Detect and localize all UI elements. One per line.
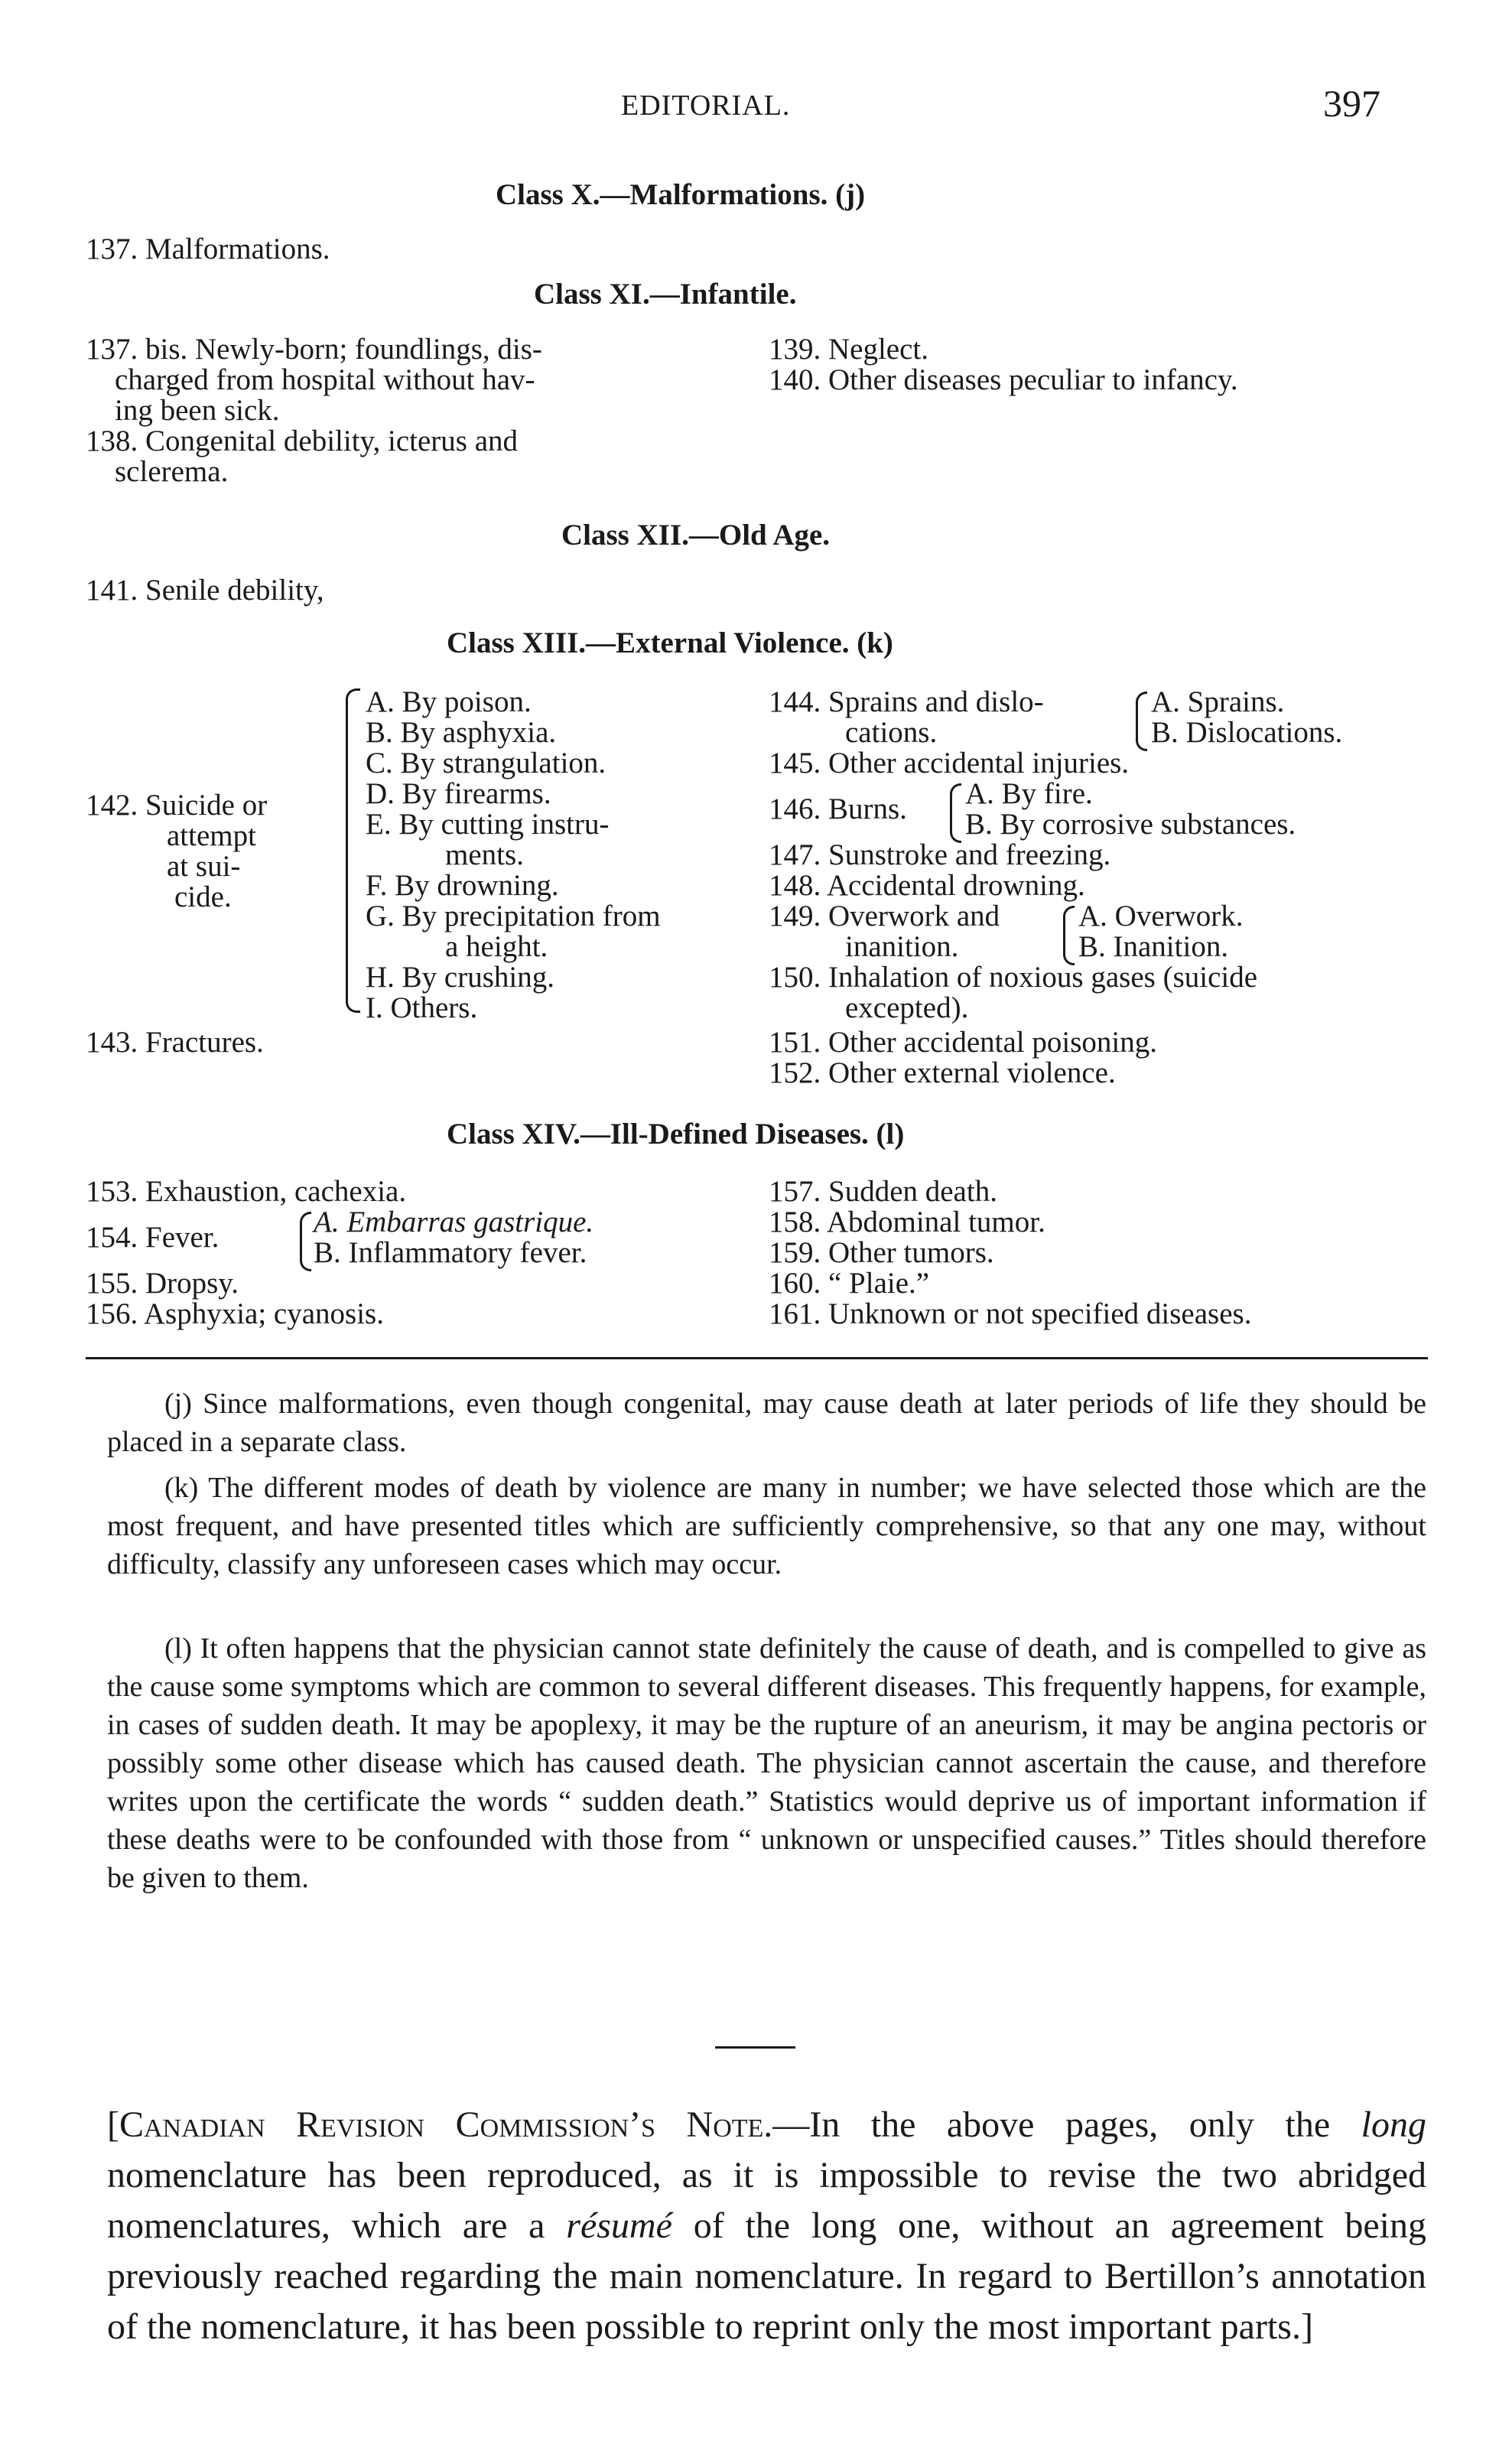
inhalation-item: excepted). <box>845 991 969 1024</box>
sprains-head: cations. <box>845 716 938 749</box>
burns-item: B. By corrosive substances. <box>965 808 1296 841</box>
class-xiv-item: 153. Exhaustion, cachexia. <box>86 1175 407 1208</box>
canadian-note-lead: [Canadian Revision Commission’s Note. <box>107 2104 773 2145</box>
class-xiv-item: 156. Asphyxia; cyanosis. <box>86 1297 384 1330</box>
canadian-note-body: of the long one, without an agreement being previously reached regarding the main nomenclature. In regard to Bertillon’s annotation of the nomenclature, it has been possible to reprint only the most important parts.] <box>107 2205 1426 2347</box>
class-x-heading <box>496 177 865 212</box>
fever-item: B. Inflammatory fever. <box>314 1236 587 1269</box>
suicide-label-line: 142. Suicide or <box>86 789 268 822</box>
suicide-item: H. By crushing. <box>366 961 554 994</box>
footnote-j-text: (j) Since malformations, even though congenital, may cause death at later periods of life they should be placed in a separate class. <box>107 1388 1426 1458</box>
canadian-note-body: nomenclature has been reproduced, as it is impossible to revise the two abridged nomenclatures, which are a <box>107 2155 1426 2246</box>
class-xiv-right-item: 160. “ Plaie.” <box>769 1267 930 1300</box>
footnote-rule <box>86 1357 1428 1359</box>
class-xiii-heading: Class XIII.—External Violence. (k) <box>447 627 893 659</box>
suicide-label-line: at sui- <box>167 850 241 883</box>
footnote-k <box>107 1469 1426 1583</box>
suicide-item: B. By asphyxia. <box>366 716 557 749</box>
fever-head: 154. Fever. <box>86 1221 219 1254</box>
injuries-item: 145. Other accidental injuries. <box>769 747 1130 779</box>
class-xiv-heading: Class XIV.—Ill-Defined Diseases. (l) <box>447 1118 905 1151</box>
class-xii-heading: Class XII.—Old Age. <box>561 519 831 552</box>
sunstroke-item: 147. Sunstroke and freezing. <box>769 838 1111 871</box>
suicide-label-line: attempt <box>167 819 256 852</box>
running-head: EDITORIAL. <box>621 90 791 122</box>
class-x-heading-text: Class X.—Malformations. (j) <box>496 178 866 211</box>
overwork-item: B. Inanition. <box>1078 930 1229 963</box>
suicide-item: G. By precipitation from <box>366 900 661 932</box>
inhalation-item: 150. Inhalation of noxious gases (suicide <box>769 961 1258 994</box>
class-xi-left-line: sclerema. <box>115 455 229 488</box>
page-number: 397 <box>1323 82 1380 125</box>
suicide-brace <box>346 688 360 1013</box>
section-rule <box>715 2046 795 2049</box>
class-xiv-right-item: 157. Sudden death. <box>769 1175 997 1208</box>
suicide-item: F. By drowning. <box>366 869 559 902</box>
class-xiv-item: 155. Dropsy. <box>86 1267 239 1300</box>
sprains-head: 144. Sprains and dislo- <box>769 685 1044 718</box>
class-xi-left-line: 137. bis. Newly-born; foundlings, dis- <box>86 333 542 366</box>
class-xii-item: 141. Senile debility, <box>86 574 324 607</box>
suicide-item: E. By cutting instru- <box>366 808 610 841</box>
footnote-k-text: (k) The different modes of death by violence are many in number; we have selected those which are the most frequent, and have presented titles which are sufficiently comprehensive, so that any one may, without difficulty, classify any unforeseen cases which may occur. <box>107 1472 1426 1580</box>
overwork-item: A. Overwork. <box>1078 900 1244 932</box>
class-xi-right-line: 139. Neglect. <box>769 333 929 366</box>
sprains-item: A. Sprains. <box>1151 685 1285 718</box>
external-violence-item: 152. Other external violence. <box>769 1056 1116 1089</box>
class-xiv-right-item: 158. Abdominal tumor. <box>769 1206 1045 1238</box>
class-xiv-right-item: 159. Other tumors. <box>769 1236 994 1269</box>
suicide-item: a height. <box>445 930 548 963</box>
suicide-label-line: cide. <box>174 880 232 913</box>
fractures-item: 143. Fractures. <box>86 1026 264 1059</box>
class-xi-left-line: ing been sick. <box>115 394 280 427</box>
fever-item <box>314 1207 593 1237</box>
suicide-item: I. Others. <box>366 991 478 1024</box>
suicide-item: D. By firearms. <box>366 777 551 810</box>
overwork-head: 149. Overwork and <box>769 900 1000 932</box>
suicide-item: ments. <box>445 838 524 871</box>
suicide-item: A. By poison. <box>366 685 532 718</box>
fever-brace <box>300 1212 311 1271</box>
fever-item-a: A. Embarras gastrique. <box>314 1206 594 1238</box>
footnote-l <box>107 1629 1426 1897</box>
burns-brace <box>950 783 961 843</box>
sprains-item: B. Dislocations. <box>1151 716 1343 749</box>
footnote-j <box>107 1385 1426 1461</box>
footnote-l-text: (l) It often happens that the physician cannot state definitely the cause of death, and is compelled to give as the cause some symptoms which are common to several different diseases. This frequently happens, for example, in cases of sudden death. It may be apoplexy, it may be the rupture of an aneurism, it may be angina pectoris or possibly some other disease which has caused death. The physician cannot ascertain the cause, and therefore writes upon the certificate the words “ sudden death.” Statistics would deprive us of important information if these deaths were to be confounded with those from “ unknown or unspecified causes.” Titles should therefore be given to them. <box>107 1632 1426 1894</box>
class-x-item: 137. Malformations. <box>86 233 330 265</box>
class-xi-left-line: 138. Congenital debility, icterus and <box>86 425 519 457</box>
sprains-brace <box>1136 692 1147 751</box>
suicide-item: C. By strangulation. <box>366 747 606 779</box>
class-xiv-right-item: 161. Unknown or not specified diseases. <box>769 1297 1252 1330</box>
overwork-head: inanition. <box>845 930 959 963</box>
drowning-item: 148. Accidental drowning. <box>769 869 1085 902</box>
class-xi-right-line: 140. Other diseases peculiar to infancy. <box>769 363 1238 396</box>
canadian-note-body: —In the above pages, only the <box>772 2104 1361 2145</box>
canadian-note <box>107 2100 1426 2352</box>
canadian-note-long: long <box>1361 2104 1426 2145</box>
canadian-note-resume: résumé <box>566 2205 672 2246</box>
class-xi-heading: Class XI.—Infantile. <box>534 278 797 311</box>
burns-item: A. By fire. <box>965 777 1093 810</box>
burns-head: 146. Burns. <box>769 793 907 825</box>
class-xi-left-line: charged from hospital without hav- <box>115 363 535 396</box>
poisoning-item: 151. Other accidental poisoning. <box>769 1026 1157 1059</box>
overwork-brace <box>1063 906 1075 965</box>
